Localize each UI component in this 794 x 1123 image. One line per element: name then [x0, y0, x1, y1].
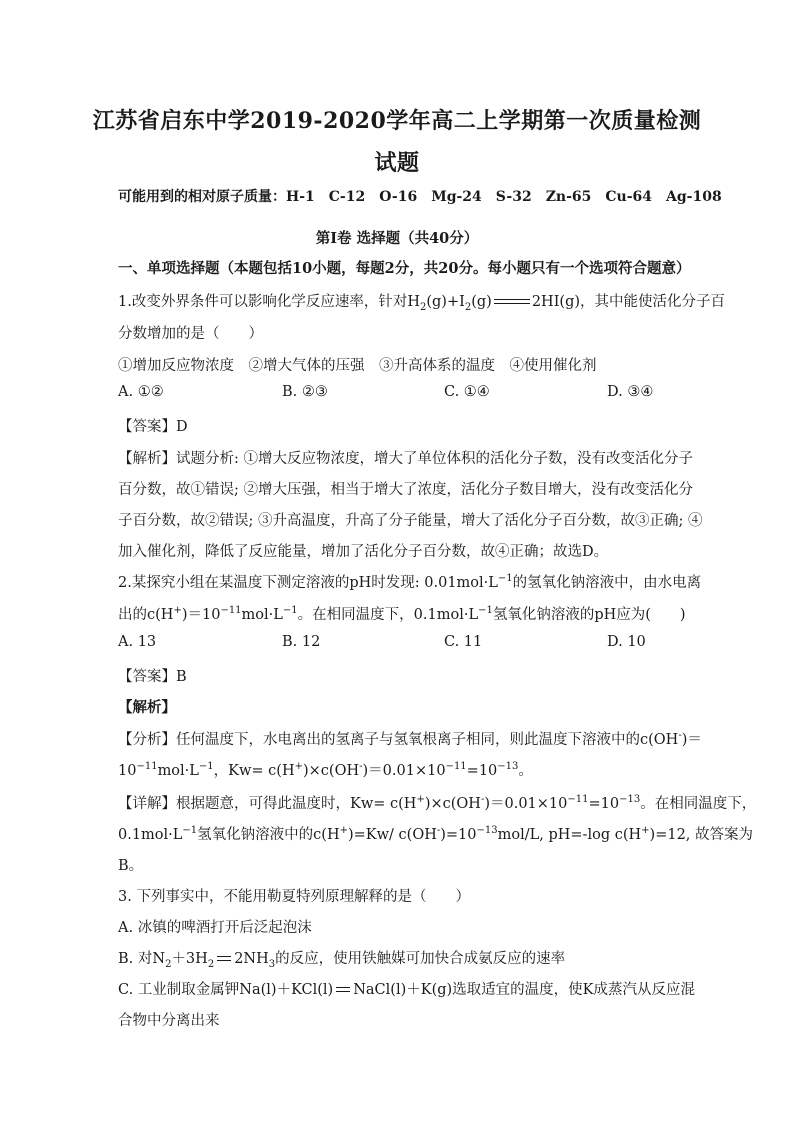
q1-stem-a: 1.改变外界条件可以影响化学反应速率，针对H: [118, 294, 420, 310]
q2-xiangjie1-a: 【详解】根据题意，可得此温度时，Kw= c(H: [118, 796, 417, 812]
q2-xiangjie1-c: )＝0.01×10: [484, 796, 568, 812]
q2-stem-c: 出的c(H: [118, 607, 174, 623]
q2-stem: [118, 571, 701, 592]
q1-stem-c: (g): [471, 294, 492, 310]
q1-option-c: C. ①④: [444, 384, 490, 400]
q2-xiangjie2-d: )=10: [440, 827, 477, 843]
q3-optb-c: 2NH: [234, 951, 269, 967]
sup: −13: [497, 761, 519, 773]
q2-xiangjie1-b: )×c(OH: [424, 796, 481, 812]
q1-conditions: ①增加反应物浓度 ②增大气体的压强 ③升高体系的温度 ④使用催化剂: [118, 358, 597, 374]
sup: +: [173, 605, 182, 617]
q2-fenxi2-f: =10: [466, 763, 498, 779]
q3-optb-d: 的反应，使用铁触媒可加快合成氨反应的速率: [275, 951, 566, 967]
q2-fenxi-b: )＝: [681, 732, 702, 748]
sub: 2: [165, 958, 172, 970]
atomic-masses: 可能用到的相对原子质量：H-1 C-12 O-16 Mg-24 S-32 Zn-65 Cu-64 Ag-108: [118, 189, 722, 205]
q3-optc-a: C. 工业制取金属钾Na(l)＋KCl(l): [118, 982, 334, 998]
q1-option-d: D. ③④: [607, 384, 654, 400]
sub: 3: [268, 958, 276, 970]
sup: +: [294, 761, 303, 773]
sup: −1: [497, 573, 513, 585]
q2-xiangjie2-e: mol/L, pH=-log c(H: [497, 827, 642, 843]
q2-fenxi2-e: )＝0.01×10: [362, 763, 446, 779]
q2-stem-line2: [118, 603, 686, 624]
sup: −13: [619, 794, 641, 806]
sup: −11: [445, 761, 467, 773]
q2-xiangjie2-f: )=12, 故答案为: [649, 827, 754, 843]
section-heading: 一、单项选择题（本题包括10小题，每题2分，共20分。每小题只有一个选项符合题意）: [118, 260, 691, 277]
q1-answer: 【答案】D: [118, 419, 188, 435]
q1-stem-line2: 分数增加的是（ ）: [118, 326, 263, 342]
q2-fenxi2-d: )×c(OH: [303, 763, 360, 779]
q2-stem-e: mol·L: [241, 607, 283, 623]
q2-xiangjie2-c: )=Kw/ c(OH: [348, 827, 437, 843]
sup: −1: [282, 605, 298, 617]
q1-stem: [118, 290, 725, 313]
page-title-line2: 试题: [374, 150, 420, 176]
q1-sub-2b: 2: [464, 301, 472, 313]
q2-fenxi2-c: ，Kw= c(H: [213, 763, 295, 779]
sup: −11: [567, 794, 589, 806]
q2-stem-d: )＝10: [181, 607, 221, 623]
sup: −1: [198, 761, 214, 773]
q2-analysis-label: 【解析】: [118, 699, 176, 716]
page-title: 江苏省启东中学2019-2020学年高二上学期第一次质量检测: [92, 108, 702, 134]
q1-analysis-line: 子百分数，故②错误; ③升高温度，升高了分子能量，增大了活化分子百分数，故③正确; ④: [118, 513, 703, 529]
q2-xiangjie1-e: 。在相同温度下，: [640, 796, 757, 812]
q2-stem-b: 的氢氧化钠溶液中，由水电离: [512, 575, 702, 591]
q2-option-a: A. 13: [118, 634, 157, 650]
sup: −1: [478, 605, 493, 617]
q1-stem-d: 2HI(g)，其中能使活化分子百: [531, 294, 726, 310]
q1-analysis-line: 加入催化剂，降低了反应能量，增加了活化分子百分数，故④正确；故选D。: [118, 544, 609, 560]
q1-stem-b: (g)+I: [426, 294, 465, 310]
equilibrium-arrow-icon: [494, 297, 530, 307]
q2-fenxi2-g: 。: [518, 763, 533, 779]
sup: -: [436, 825, 441, 837]
reversible-arrow-icon: [336, 985, 350, 995]
reversible-arrow-icon: [217, 954, 231, 964]
q2-stem-g: 氢氧化钠溶液的pH应为( ): [492, 607, 686, 623]
q2-fenxi2-b: mol·L: [157, 763, 199, 779]
q3-option-b: [118, 947, 565, 970]
q3-option-c: [118, 978, 695, 999]
q2-xiangjie1-d: =10: [588, 796, 620, 812]
q2-fenxi: [118, 728, 702, 749]
q2-xiangjie2-a: 0.1mol·L: [118, 827, 183, 843]
sup: +: [641, 825, 650, 837]
q2-option-c: C. 11: [444, 634, 483, 650]
q3-optb-b: ＋3H: [171, 951, 208, 967]
q2-stem-a: 2.某探究小组在某温度下测定溶液的pH时发现: 0.01mol·L: [118, 575, 498, 591]
q2-xiangjie2-b: 氢氧化钠溶液中的c(H: [197, 827, 340, 843]
q3-option-a: A. 冰镇的啤酒打开后泛起泡沫: [118, 920, 312, 936]
q2-option-d: D. 10: [607, 634, 646, 650]
q2-xiangjie: [118, 792, 756, 813]
sup: -: [678, 730, 682, 742]
sup: −11: [136, 761, 158, 773]
sup: -: [480, 794, 485, 806]
sub: 2: [207, 958, 215, 970]
sup: −11: [220, 605, 242, 617]
q2-fenxi-a: 【分析】任何温度下，水电离出的氢离子与氢氧根离子相同，则此温度下溶液中的c(OH: [118, 732, 679, 748]
part-heading: 第I卷 选择题（共40分）: [315, 230, 479, 247]
q2-fenxi2-a: 10: [118, 763, 137, 779]
q1-analysis-line: 百分数，故①错误; ②增大压强，相当于增大了浓度，活化分子数目增大，没有改变活化分: [118, 482, 693, 498]
q3-stem: 3. 下列事实中，不能用勒夏特列原理解释的是（ ）: [118, 889, 470, 905]
q1-option-a: A. ①②: [118, 384, 164, 400]
q3-optc-b: NaCl(l)＋K(g)选取适宜的温度，使K成蒸汽从反应混: [353, 982, 695, 998]
q1-option-b: B. ②③: [282, 384, 328, 400]
q1-sub-2: 2: [419, 301, 427, 313]
q2-option-b: B. 12: [282, 634, 321, 650]
q2-answer: 【答案】B: [118, 669, 187, 685]
q2-xiangjie-line3: B。: [118, 858, 144, 874]
q1-analysis-line: 【解析】试题分析: ①增大反应物浓度，增大了单位体积的活化分子数，没有改变活化分子: [118, 451, 693, 467]
sup: −13: [476, 825, 498, 837]
sup: +: [416, 794, 425, 806]
q3-option-c-line2: 合物中分离出来: [118, 1013, 220, 1029]
q3-optb-a: B. 对N: [118, 951, 166, 967]
q2-fenxi-line2: [118, 759, 533, 780]
q2-stem-f: 。在相同温度下，0.1mol·L: [297, 607, 479, 623]
sup: −1: [182, 825, 198, 837]
sup: +: [339, 825, 348, 837]
q2-xiangjie-line2: [118, 823, 753, 844]
sup: -: [359, 761, 363, 773]
